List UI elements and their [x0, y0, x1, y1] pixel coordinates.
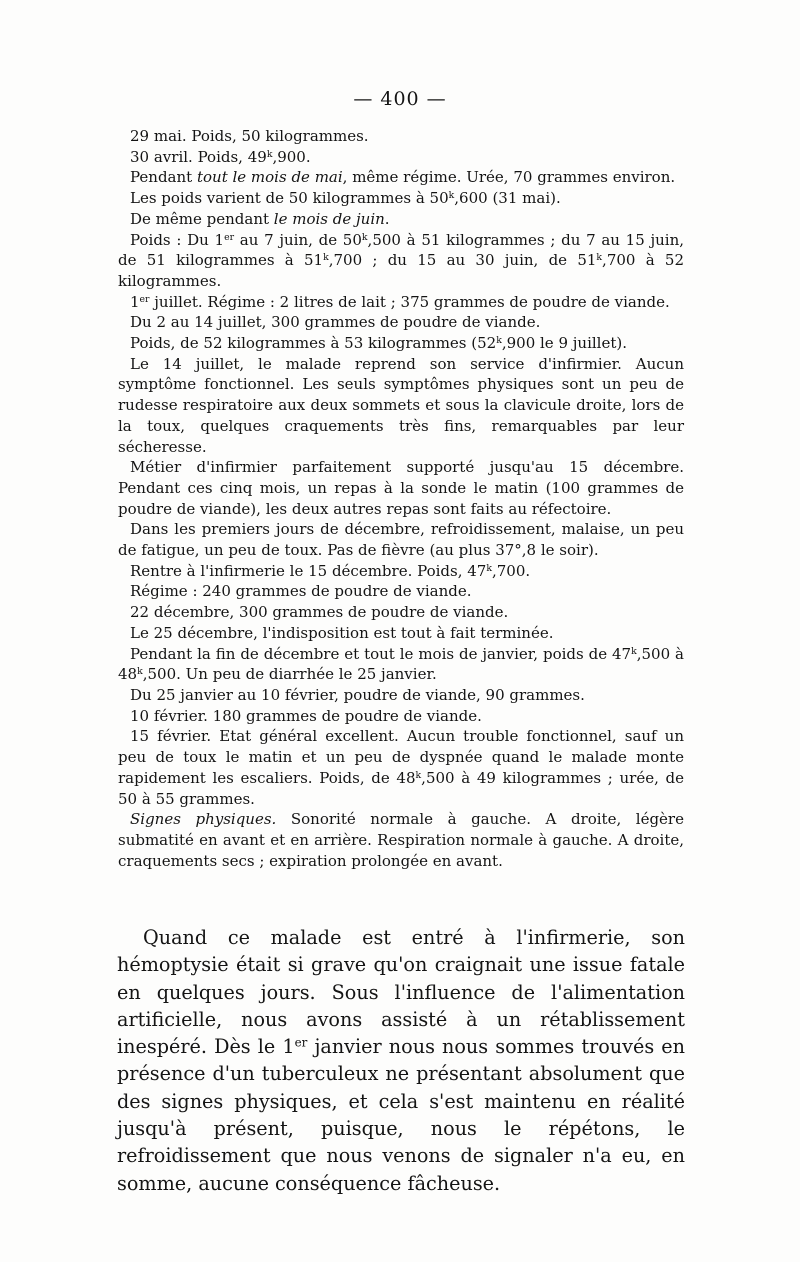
entry-poids-varient	[118, 188, 684, 209]
text-run: De même pendant	[130, 209, 274, 228]
text-run: 22 décembre, 300 grammes de poudre de viande.	[130, 603, 509, 622]
text-run: ,900 le 9 juillet).	[501, 334, 627, 353]
entry-poids-juillet	[118, 333, 684, 354]
entry-10-fevrier	[118, 706, 684, 727]
entry-pendant-mai	[118, 167, 684, 188]
superscript-text: k	[448, 190, 455, 201]
page-number: — 400 —	[353, 88, 447, 110]
text-run: ,500 à 49 kilogrammes ; urée, de 50 à 55 grammes.	[118, 768, 685, 808]
text-run: Dans les premiers jours de décembre, refroidissement, malaise, un peu de fatigue, un peu de toux. Pas de fièvre (au plus 37°,8 le soir).	[118, 520, 684, 560]
entry-signes-physiques	[118, 809, 684, 871]
text-run: Quand ce malade est entré à l'infirmerie, son hémoptysie était si grave qu'on craignait une issue fatale en quelques jours. Sous l'influence de l'alimentation artificielle, nous avons assisté à un rétablissement inespéré. Dès le 1	[117, 926, 685, 1059]
superscript-text: k	[323, 252, 329, 264]
entry-22-decembre	[118, 602, 684, 623]
superscript-text: k	[496, 334, 502, 346]
text-run: 10 février. 180 grammes de poudre de viande.	[130, 706, 482, 725]
text-run: 29 mai. Poids, 50 kilogrammes.	[130, 127, 369, 145]
superscript-text: k	[415, 769, 422, 781]
superscript-text: er	[224, 231, 235, 243]
text-run: Poids, de 52 kilogrammes à 53 kilogrammes (52	[130, 334, 497, 353]
superscript-text: k	[596, 252, 603, 264]
conclusion-paragraph	[117, 924, 685, 1197]
text-run: .	[384, 209, 390, 228]
entry-poids-juin	[118, 230, 684, 292]
text-run: Du 2 au 14 juillet, 300 grammes de poudre de viande.	[130, 313, 541, 332]
text-run: Du 25 janvier au 10 février, poudre de viande, 90 grammes.	[130, 685, 585, 704]
entry-rentre	[118, 561, 684, 582]
text-run: Rentre à l'infirmerie le 15 décembre. Poids, 47	[130, 561, 487, 580]
text-run: Métier d'infirmier parfaitement supporté jusqu'au 15 décembre. Pendant ces cinq mois, un repas à la sonde le matin (100 grammes de poudre de viande), les deux autres repas sont faits au réfectoire.	[118, 458, 684, 518]
superscript-text: er	[139, 293, 150, 305]
italic-text: le mois de juin	[273, 209, 385, 228]
text-run: ,500 à 51 kilogrammes ; du 7 au 15 juin, de 51 kilogrammes à 51	[118, 230, 685, 270]
entry-30-avril	[118, 147, 684, 168]
entry-1er-juillet	[118, 292, 684, 313]
entry-decembre	[118, 519, 684, 560]
italic-text: tout le mois de mai	[196, 168, 343, 187]
superscript-text: k	[266, 148, 273, 160]
text-run: ,500 à 48	[118, 644, 685, 684]
entry-25-decembre	[118, 623, 684, 644]
superscript-text: k	[361, 231, 368, 243]
italic-text: Signes physiques.	[130, 810, 277, 829]
superscript-text: er	[294, 1035, 308, 1050]
entry-29-mai	[118, 126, 684, 147]
entry-2-14-juillet	[118, 312, 684, 333]
entry-14-juillet	[118, 354, 684, 458]
text-run: Pendant	[130, 168, 197, 187]
text-run: ,900.	[272, 147, 311, 166]
text-run: Le 25 décembre, l'indisposition est tout à fait terminée.	[130, 623, 554, 642]
text-run: ,700 ; du 15 au 30 juin, de 51	[328, 251, 597, 270]
text-run: 30 avril. Poids, 49	[130, 147, 267, 166]
text-run: Poids : Du 1	[130, 230, 225, 249]
text-run: Régime : 240 grammes de poudre de viande.	[130, 582, 472, 601]
text-run: ,700 à 52 kilogrammes.	[118, 251, 684, 290]
entry-fin-decembre	[118, 644, 684, 685]
superscript-text: k	[486, 562, 492, 574]
text-run: janvier nous nous sommes trouvés en présence d'un tuberculeux ne présentant absolument que des signes physiques, et cela s'est maintenu en réalité jusqu'à présent, puisque, nous le répétons, le refroidissement que nous venons de signaler n'a eu, en somme, aucune conséquence fâcheuse.	[117, 1035, 686, 1195]
text-run: 1	[130, 292, 140, 311]
case-notes-small-print	[118, 126, 684, 871]
entry-regime-240	[118, 581, 684, 602]
text-run: ,700.	[492, 561, 531, 580]
text-run: Le 14 juillet, le malade reprend son service d'infirmier. Aucun symptôme fonctionnel. Les seuls symptômes physiques sont un peu de rudesse respiratoire aux deux sommets et sous la clavicule droite, lors de la toux, quelques craquements très fins, remarquables par leur sécheresse.	[118, 354, 684, 456]
entry-15-fevrier	[118, 726, 684, 809]
text-run: Pendant la fin de décembre et tout le mois de janvier, poids de 47	[130, 644, 632, 663]
entry-25-janvier	[118, 685, 684, 706]
text-run: au 7 juin, de 50	[234, 230, 362, 249]
text-run: 15 février. Etat général excellent. Aucun trouble fonctionnel, sauf un peu de toux le matin et un peu de dyspnée quand le malade monte rapidement les escaliers. Poids, de 48	[118, 727, 684, 787]
text-run: ,500. Un peu de diarrhée le 25 janvier.	[142, 665, 437, 684]
entry-juin	[118, 209, 684, 230]
text-run: Les poids varient de 50 kilogrammes à 50	[130, 189, 449, 208]
commentary-large-print	[117, 924, 685, 1197]
text-run: ,600 (31 mai).	[454, 189, 561, 208]
entry-metier	[118, 457, 684, 519]
text-run: Sonorité normale à gauche. A droite, légère submatité en avant et en arrière. Respiration normale à gauche. A droite, craquements secs ; expiration prolongée en avant.	[118, 810, 684, 870]
superscript-text: k	[137, 666, 143, 678]
text-run: , même régime. Urée, 70 grammes environ.	[342, 168, 676, 187]
text-run: juillet. Régime : 2 litres de lait ; 375 grammes de poudre de viande.	[149, 292, 670, 311]
superscript-text: k	[631, 645, 637, 657]
